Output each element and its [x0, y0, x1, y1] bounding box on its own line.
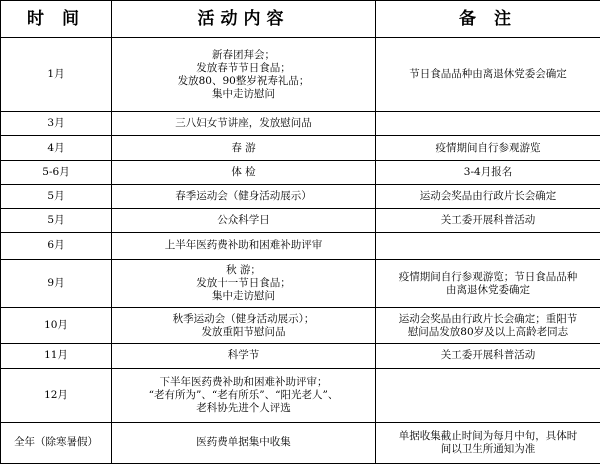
content-cell	[112, 184, 376, 208]
time-cell: 4月	[1, 136, 112, 160]
note-cell-line: 慰问品发放80岁及以上高龄老同志	[407, 325, 569, 338]
table-row	[1, 344, 600, 368]
note-cell-line: 疫情期间自行参观游览	[435, 141, 541, 154]
content-cell-line: 秋季运动会（健身活动展示）；	[172, 312, 315, 325]
note-cell-line: 疫情期间自行参观游览；节日食品品种	[398, 270, 578, 283]
note-cell	[376, 344, 600, 368]
note-cell	[376, 136, 600, 160]
note-cell-line: 由离退休党委确定	[446, 283, 530, 296]
content-cell-line: 新春团拜会；	[212, 48, 275, 61]
time-cell: 5月	[1, 208, 112, 232]
content-cell-line: 集中走访慰问	[212, 87, 275, 100]
content-cell-line: “老有所为”、“老有所乐”、“阳光老人”、	[148, 388, 339, 401]
content-cell-line: 春季运动会（健身活动展示）	[175, 189, 312, 202]
content-cell-line: 科学节	[227, 349, 260, 362]
time-cell: 5月	[1, 184, 112, 208]
note-cell	[376, 232, 600, 259]
table-row	[1, 308, 600, 344]
content-cell-line: 公众科学日	[217, 213, 270, 226]
content-cell	[112, 160, 376, 184]
note-cell-line: 单据收集截止时间为每月中旬，具体时	[398, 429, 578, 442]
content-cell-line: 发放80、90整岁祝寿礼品；	[177, 74, 310, 87]
note-cell	[376, 184, 600, 208]
content-cell-line: 上半年医药费补助和困难补助评审	[164, 239, 323, 252]
note-cell	[376, 160, 600, 184]
table-row	[1, 160, 600, 184]
time-cell: 12月	[1, 368, 112, 422]
time-cell: 9月	[1, 260, 112, 308]
content-cell-line: 发放十一节日食品；	[196, 277, 291, 290]
note-cell	[376, 368, 600, 422]
table-row	[1, 260, 600, 308]
note-cell	[376, 260, 600, 308]
content-cell	[112, 344, 376, 368]
content-cell	[112, 422, 376, 463]
note-cell	[376, 308, 600, 344]
table-row	[1, 184, 600, 208]
note-cell	[376, 112, 600, 136]
content-cell	[112, 208, 376, 232]
content-cell-line: 发放春节节日食品；	[196, 61, 291, 74]
table-row	[1, 112, 600, 136]
content-cell	[112, 368, 376, 422]
content-cell-line: 集中走访慰问	[212, 290, 275, 303]
header-row	[1, 1, 600, 38]
note-cell	[376, 208, 600, 232]
content-cell-line: 三八妇女节讲座，发放慰问品	[175, 117, 312, 130]
time-cell: 10月	[1, 308, 112, 344]
table-row	[1, 208, 600, 232]
time-cell: 1月	[1, 38, 112, 112]
note-cell-line: 关工委开展科普活动	[440, 213, 536, 226]
content-cell	[112, 232, 376, 259]
note-cell	[376, 38, 600, 112]
table-row	[1, 136, 600, 160]
content-cell	[112, 260, 376, 308]
table-row	[1, 422, 600, 463]
time-cell: 5-6月	[1, 160, 112, 184]
schedule-rows	[1, 38, 600, 464]
content-cell-line: 秋 游；	[226, 264, 261, 277]
note-cell-line: 间以卫生所通知为准	[440, 442, 536, 455]
table-row	[1, 232, 600, 259]
content-cell	[112, 308, 376, 344]
note-cell-line: 3-4月报名	[463, 165, 513, 178]
content-cell-line: 老科协先进个人评选	[196, 401, 291, 414]
header-time: 时 间	[1, 1, 112, 38]
content-cell-line: 医药费单据集中收集	[196, 436, 291, 449]
table-row	[1, 368, 600, 422]
time-cell: 3月	[1, 112, 112, 136]
content-cell-line: 下半年医药费补助和困难补助评审；	[159, 375, 328, 388]
content-cell	[112, 112, 376, 136]
header-note: 备 注	[376, 1, 600, 38]
note-cell-line: 运动会奖品由行政片长会确定	[419, 189, 557, 202]
content-cell-line: 体 检	[231, 165, 256, 178]
note-cell-line: 运动会奖品由行政片长会确定；重阳节	[398, 312, 578, 325]
content-cell	[112, 38, 376, 112]
time-cell: 6月	[1, 232, 112, 259]
time-cell: 全年（除寒暑假）	[1, 422, 112, 463]
time-cell: 11月	[1, 344, 112, 368]
content-cell	[112, 136, 376, 160]
note-cell-line: 关工委开展科普活动	[440, 349, 536, 362]
content-cell-line: 春 游	[231, 141, 256, 154]
note-cell-line: 节日食品品种由离退休党委会确定	[409, 68, 567, 81]
table-row	[1, 38, 600, 112]
note-cell	[376, 422, 600, 463]
header-content: 活动内容	[112, 1, 376, 38]
content-cell-line: 发放重阳节慰问品	[201, 325, 286, 338]
